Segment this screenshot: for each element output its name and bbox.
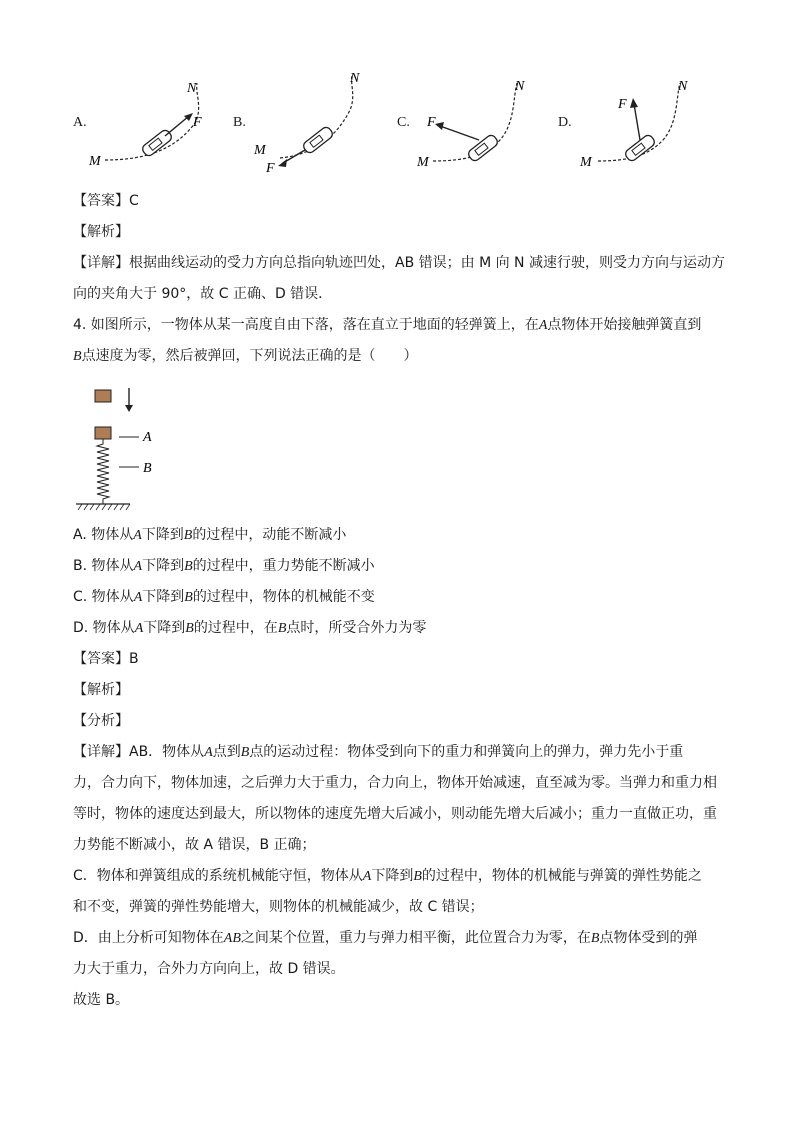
option-text: 点时，所受合外力为零 <box>286 620 427 636</box>
point-m-label: M <box>417 155 429 170</box>
detail-text: 点到 <box>212 744 241 760</box>
answer-value: B <box>129 651 139 667</box>
force-label: F <box>618 97 627 112</box>
detail-text: 下降到 <box>371 868 414 884</box>
q4-fenxi-tag: 【分析】 <box>73 713 129 729</box>
force-label: F <box>427 115 436 130</box>
option-text: 的过程中，在 <box>193 620 278 636</box>
var-a: A <box>362 869 372 884</box>
detail-text: 【详解】AB．物体从 <box>73 744 205 760</box>
q3-detail-line1: 【详解】根据曲线运动的受力方向总指向轨迹凹处，AB 错误；由 M 向 N 减速行驶，则受力方向与运动方 <box>73 255 725 271</box>
detail-text: 之间某个位置，重力与弹力相平衡，此位置合力为零，在 <box>240 930 591 946</box>
point-n-label: N <box>678 79 688 94</box>
point-n-label: N <box>515 79 525 94</box>
q4-detail-line5 <box>73 866 702 887</box>
var-b: B <box>184 559 193 574</box>
var-b: B <box>183 528 193 543</box>
var-b: B <box>413 869 422 884</box>
detail-text: D．由上分析可知物体在 <box>73 930 224 946</box>
q4-detail-line1 <box>73 742 683 763</box>
var-a: A <box>133 590 143 605</box>
option-text: 下降到 <box>142 558 185 574</box>
detail-text: 点的运动过程：物体受到向下的重力和弹簧向上的弹力，弹力先小于重 <box>249 744 684 760</box>
spring <box>97 439 109 504</box>
q4-option-a <box>73 525 346 546</box>
var-b: B <box>185 621 194 636</box>
var-b: B <box>73 349 82 364</box>
marker-a-label: A <box>143 430 152 445</box>
contact-block <box>95 427 111 439</box>
option-text: 的过程中，物体的机械能不变 <box>192 589 375 605</box>
option-text: 的过程中，动能不断减小 <box>192 527 347 543</box>
q4-detail-line7 <box>73 928 697 949</box>
q4-detail-line6: 和不变，弹簧的弹性势能增大，则物体的机械能减少，故 C 错误； <box>73 899 484 915</box>
stem-text: 点物体开始接触弹簧直到 <box>547 317 702 333</box>
detail-text: 点物体受到的弹 <box>599 930 698 946</box>
q4-option-b <box>73 556 375 577</box>
marker-b-label: B <box>143 461 152 476</box>
option-a-diagram <box>85 78 225 173</box>
q4-stem-line1 <box>73 315 701 336</box>
q4-option-d <box>73 618 426 639</box>
q4-stem-line2 <box>73 346 418 367</box>
answer-tag: 【答案】 <box>73 651 129 667</box>
option-d-label: D. <box>558 115 572 130</box>
var-a: A <box>134 621 144 636</box>
q4-detail-line3: 等时，物体的速度达到最大，所以物体的速度先增大后减小，则动能先增大后减小；重力一直做正功，重 <box>73 806 717 822</box>
point-n-label: N <box>350 71 360 86</box>
answer-value: C <box>129 193 139 209</box>
point-m-label: M <box>580 155 592 170</box>
falling-block <box>95 390 111 402</box>
option-c-diagram <box>415 78 545 173</box>
q4-detail-line2: 力，合力向下，物体加速，之后弹力大于重力，合力向上，物体开始减速，直至减为零。当弹力和重力相 <box>73 775 717 791</box>
var-b: B <box>590 931 600 946</box>
option-c-label: C. <box>397 115 410 130</box>
option-text: C. 物体从 <box>73 589 134 605</box>
option-text: B. 物体从 <box>73 558 134 574</box>
q4-answer <box>73 649 139 669</box>
var-b: B <box>184 590 193 605</box>
force-label: F <box>266 161 275 176</box>
var-a: A <box>538 318 548 333</box>
q4-spring-figure <box>72 380 192 515</box>
answer-tag: 【答案】 <box>73 193 129 209</box>
force-label: F <box>193 115 202 130</box>
option-a-label: A. <box>73 115 87 130</box>
option-text: D. 物体从 <box>73 620 135 636</box>
q4-option-c <box>73 587 375 608</box>
q4-detail-line9: 故选 B。 <box>73 992 130 1008</box>
q3-answer <box>73 191 139 211</box>
var-a: A <box>133 559 143 574</box>
var-b: B <box>240 745 250 760</box>
detail-text: 的过程中，物体的机械能与弹簧的弹性势能之 <box>421 868 702 884</box>
q4-detail-line8: 力大于重力，合外力方向向上，故 D 错误。 <box>73 961 345 977</box>
option-d-diagram <box>578 78 708 173</box>
option-b-diagram <box>250 70 380 178</box>
q3-analysis-tag: 【解析】 <box>73 224 129 240</box>
point-m-label: M <box>254 143 266 158</box>
var-a: A <box>133 528 142 543</box>
option-text: 下降到 <box>143 620 186 636</box>
option-text: 下降到 <box>141 527 184 543</box>
option-text: A. 物体从 <box>73 527 134 543</box>
stem-text: 点速度为零，然后被弹回，下列说法正确的是（ ） <box>81 348 418 364</box>
stem-text: 4. 如图所示，一物体从某一高度自由下落，落在直立于地面的轻弹簧上，在 <box>73 317 539 333</box>
var-b: B <box>277 621 287 636</box>
point-n-label: N <box>187 81 197 96</box>
var-ab: AB <box>223 931 241 946</box>
q3-detail-line2: 向的夹角大于 90°，故 C 正确、D 错误． <box>73 286 333 302</box>
option-text: 的过程中，重力势能不断减小 <box>192 558 375 574</box>
point-m-label: M <box>89 154 101 169</box>
var-a: A <box>204 745 213 760</box>
q4-analysis-tag: 【解析】 <box>73 682 129 698</box>
option-text: 下降到 <box>142 589 185 605</box>
option-b-label: B. <box>233 115 246 130</box>
q4-detail-line4: 力势能不断减小，故 A 错误，B 正确； <box>73 837 316 853</box>
detail-text: C．物体和弹簧组成的系统机械能守恒，物体从 <box>73 868 363 884</box>
